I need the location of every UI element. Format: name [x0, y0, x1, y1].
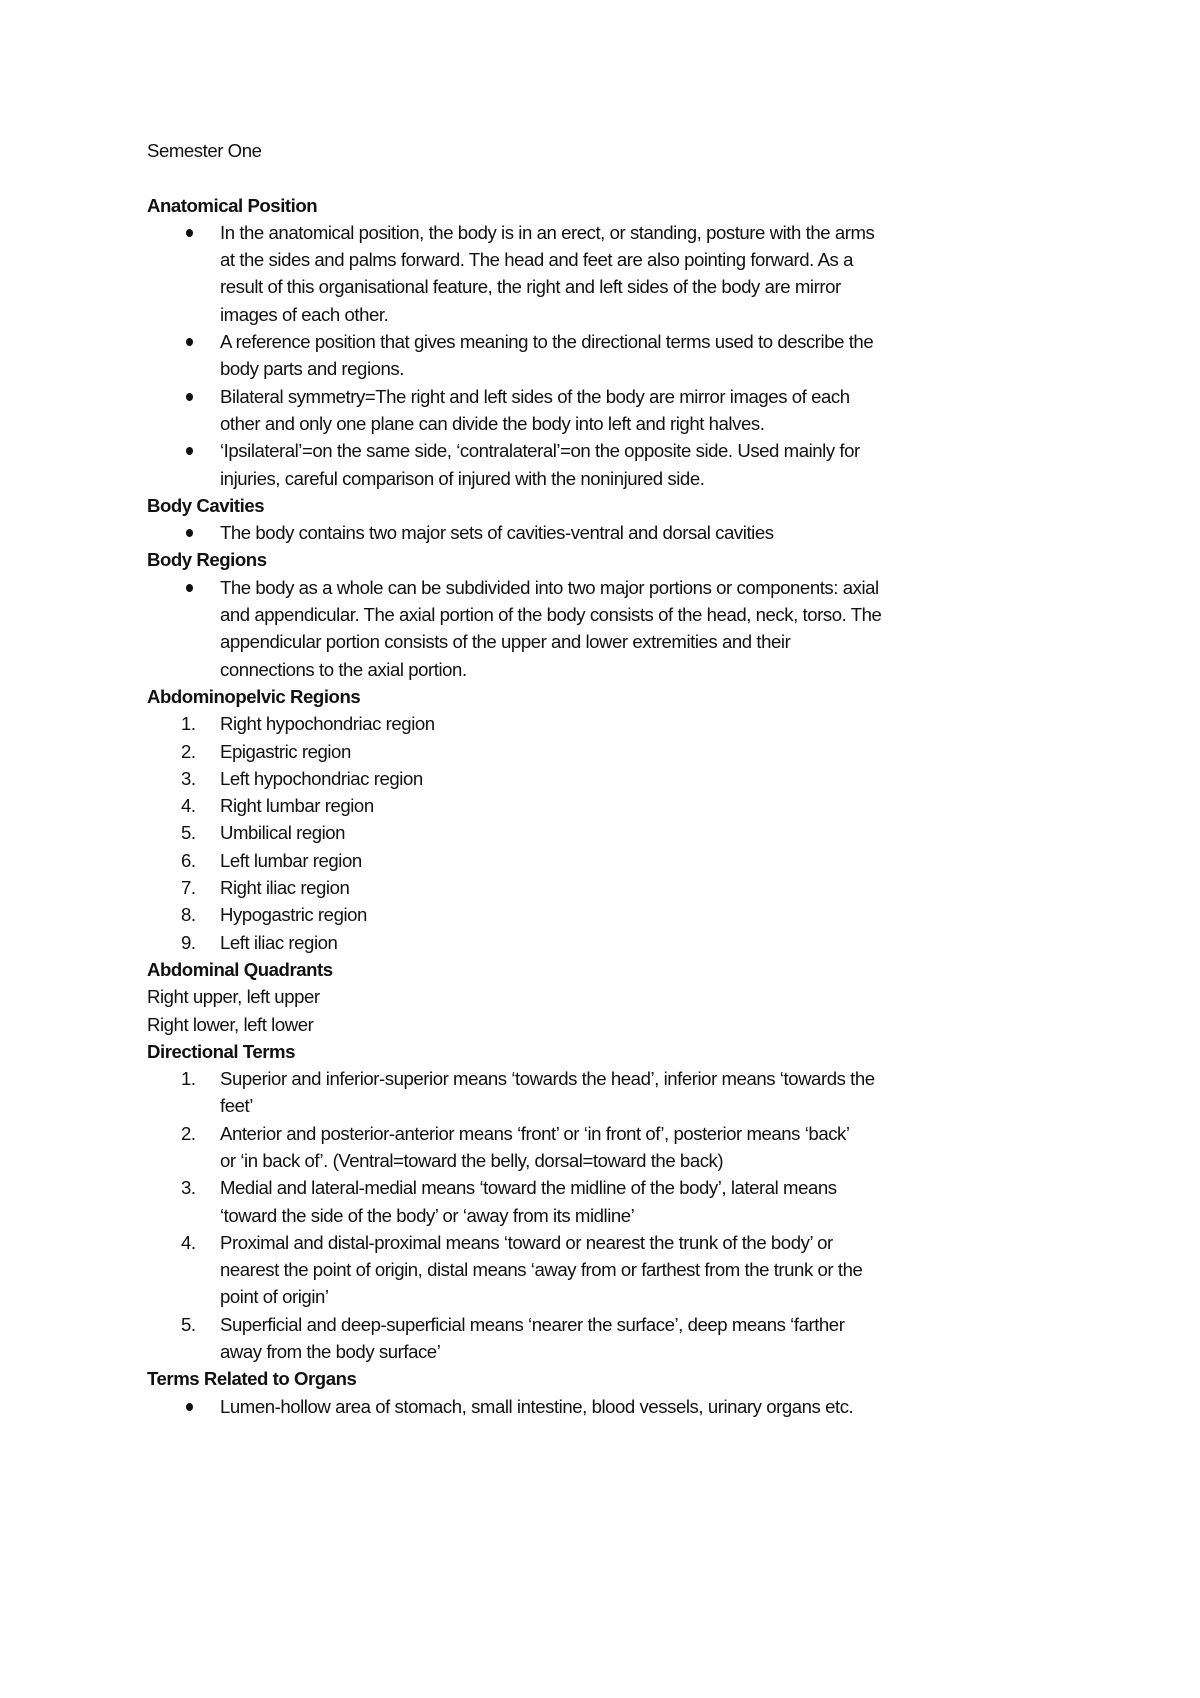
bullet-text-line: A reference position that gives meaning to the directional terms used to describe the — [220, 331, 874, 353]
bullet-item — [147, 437, 1077, 492]
section-heading: Terms Related to Organs — [147, 1368, 357, 1390]
bullet-text-line: In the anatomical position, the body is in an erect, or standing, posture with the arms — [220, 221, 875, 243]
item-number-text: 2. — [181, 1122, 196, 1144]
bullet-item — [147, 519, 1077, 546]
bullet-text-line: The body contains two major sets of cavities-ventral and dorsal cavities — [220, 522, 774, 544]
item-number-text: 2. — [181, 740, 196, 762]
numbered-item-text-line: Medial and lateral-medial means ‘toward the midline of the body’, lateral means — [220, 1177, 837, 1199]
bullet-text-line: The body as a whole can be subdivided into two major portions or components: axial — [220, 576, 879, 598]
quadrant-line: Right lower, left lower — [147, 1013, 314, 1035]
numbered-item-text: Left lumbar region — [220, 849, 362, 871]
numbered-item-text-line: point of origin’ — [220, 1286, 329, 1308]
section-heading: Abdominal Quadrants — [147, 958, 333, 980]
numbered-item-text-line: Superior and inferior-superior means ‘towards the head’, inferior means ‘towards the — [220, 1068, 875, 1090]
numbered-item-text-line: nearest the point of origin, distal means ‘away from or farthest from the trunk or the — [220, 1259, 863, 1281]
numbered-item — [147, 738, 1077, 765]
numbered-item — [147, 819, 1077, 846]
item-number-text: 1. — [181, 1068, 196, 1090]
blank-line — [147, 164, 1077, 191]
numbered-item-text-line: feet’ — [220, 1095, 253, 1117]
item-number-text: 5. — [181, 822, 196, 844]
numbered-item — [147, 847, 1077, 874]
bullet-text-line: ‘Ipsilateral’=on the same side, ‘contralateral’=on the opposite side. Used mainly for — [220, 440, 860, 462]
bullet-text-line: and appendicular. The axial portion of the body consists of the head, neck, torso. The — [220, 604, 882, 626]
numbered-item-text-line: Proximal and distal-proximal means ‘toward or nearest the trunk of the body’ or — [220, 1231, 833, 1253]
document-title: Semester One — [147, 140, 262, 161]
numbered-item — [147, 874, 1077, 901]
numbered-item-text: Left hypochondriac region — [220, 767, 423, 789]
document-page — [147, 137, 1077, 1420]
bullet-item — [147, 1393, 1077, 1420]
section-heading: Body Regions — [147, 549, 267, 571]
bullet-text-line: other and only one plane can divide the body into left and right halves. — [220, 412, 765, 434]
numbered-item — [147, 792, 1077, 819]
bullet-text-line: images of each other. — [220, 303, 389, 325]
bullet-text-line: connections to the axial portion. — [220, 658, 467, 680]
numbered-item — [147, 1120, 1077, 1175]
item-number-text: 5. — [181, 1313, 196, 1335]
bullet-text-line: Bilateral symmetry=The right and left sides of the body are mirror images of each — [220, 385, 850, 407]
bullet-text-line: appendicular portion consists of the upper and lower extremities and their — [220, 631, 791, 653]
section-heading: Abdominopelvic Regions — [147, 685, 361, 707]
numbered-item — [147, 710, 1077, 737]
item-number-text: 8. — [181, 904, 196, 926]
item-number-text: 7. — [181, 877, 196, 899]
bullet-item — [147, 574, 1077, 683]
numbered-item-text: Epigastric region — [220, 740, 351, 762]
item-number-text: 9. — [181, 931, 196, 953]
numbered-item-text-line: ‘toward the side of the body’ or ‘away from its midline’ — [220, 1204, 635, 1226]
numbered-item-text: Hypogastric region — [220, 904, 367, 926]
numbered-item-text: Left iliac region — [220, 931, 338, 953]
item-number-text: 6. — [181, 849, 196, 871]
section-heading: Anatomical Position — [147, 194, 318, 216]
item-number-text: 4. — [181, 795, 196, 817]
bullet-text-line: body parts and regions. — [220, 358, 404, 380]
numbered-item-text: Right iliac region — [220, 877, 350, 899]
numbered-item-text: Right lumbar region — [220, 795, 374, 817]
bullet-item — [147, 383, 1077, 438]
numbered-item — [147, 1229, 1077, 1311]
numbered-item — [147, 929, 1077, 956]
section-heading: Body Cavities — [147, 494, 265, 516]
bullet-text-line: injuries, careful comparison of injured with the noninjured side. — [220, 467, 705, 489]
numbered-item — [147, 1311, 1077, 1366]
numbered-item-text-line: away from the body surface’ — [220, 1341, 441, 1363]
numbered-item — [147, 1065, 1077, 1120]
numbered-item — [147, 901, 1077, 928]
section-heading: Directional Terms — [147, 1040, 296, 1062]
numbered-item — [147, 1174, 1077, 1229]
numbered-item-text: Umbilical region — [220, 822, 346, 844]
bullet-text-line: at the sides and palms forward. The head and feet are also pointing forward. As a — [220, 249, 853, 271]
numbered-item-text: Right hypochondriac region — [220, 713, 435, 735]
bullet-item — [147, 219, 1077, 328]
item-number-text: 4. — [181, 1231, 196, 1253]
item-number-text: 1. — [181, 713, 196, 735]
item-number-text: 3. — [181, 1177, 196, 1199]
item-number-text: 3. — [181, 767, 196, 789]
bullet-text-line: result of this organisational feature, the right and left sides of the body are mirror — [220, 276, 841, 298]
numbered-item — [147, 765, 1077, 792]
bullet-text-line: Lumen-hollow area of stomach, small intestine, blood vessels, urinary organs etc. — [220, 1395, 854, 1417]
quadrant-line: Right upper, left upper — [147, 986, 320, 1008]
numbered-item-text-line: Anterior and posterior-anterior means ‘front’ or ‘in front of’, posterior means ‘back’ — [220, 1122, 850, 1144]
numbered-item-text-line: Superficial and deep-superficial means ‘nearer the surface’, deep means ‘farther — [220, 1313, 845, 1335]
bullet-item — [147, 328, 1077, 383]
numbered-item-text-line: or ‘in back of’. (Ventral=toward the belly, dorsal=toward the back) — [220, 1149, 724, 1171]
